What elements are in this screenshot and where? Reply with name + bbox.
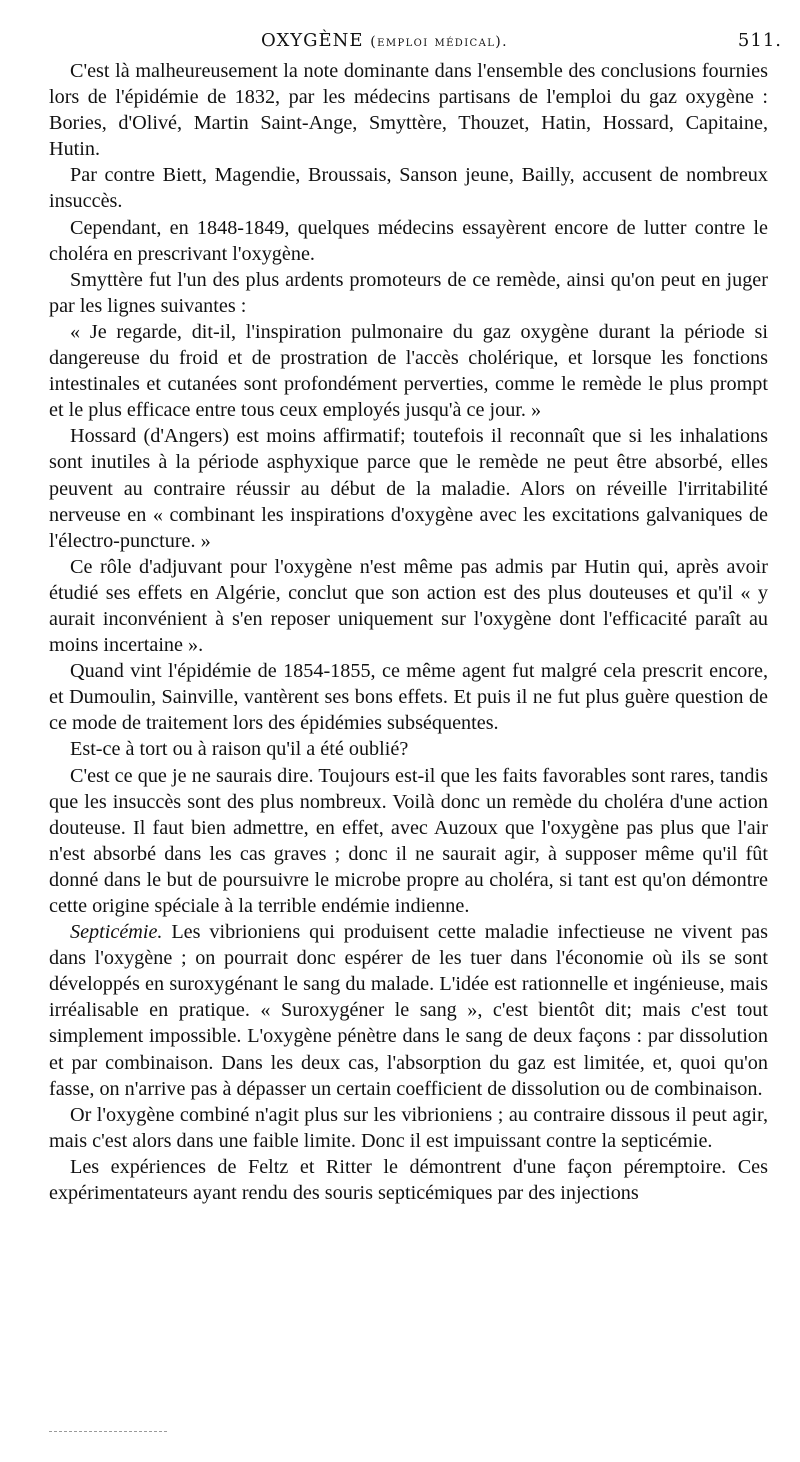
running-header: [49, 28, 782, 58]
paragraph: Smyttère fut l'un des plus ardents promoteurs de ce remède, ainsi qu'on peut en juger par les lignes suivantes :: [49, 268, 768, 317]
page-number: 511.: [737, 30, 782, 51]
paragraph: Par contre Biett, Magendie, Broussais, Sanson jeune, Bailly, accusent de nombreux insuccès.: [49, 164, 768, 213]
paragraph: C'est là malheureusement la note dominante dans l'ensemble des conclusions fournies lors de l'épidémie de 1832, par les médecins partisans de l'emploi du gaz oxygène : Bories, d'Olivé, Martin Saint-Ange, Smyttère, Thouzet, Hatin, Hossard, Capitaine, Hutin.: [49, 60, 768, 161]
footer-rule: [49, 1431, 167, 1432]
paragraph: Les expériences de Feltz et Ritter le démontrent d'une façon péremptoire. Ces expérimentateurs ayant rendu des souris septicémiques par des injections: [49, 1155, 768, 1205]
quote-paragraph: « Je regarde, dit-il, l'inspiration pulmonaire du gaz oxygène durant la période si dangereuse du froid et de prostration de l'accès cholérique, et lorsque les fonctions intestinales et cutanées sont profondément perverties, comme le remède le plus prompt et le plus efficace entre tous ceux employés jusqu'à ce jour. »: [49, 320, 768, 422]
body-text: [49, 58, 768, 1206]
paragraph: Cependant, en 1848-1849, quelques médecins essayèrent encore de lutter contre le choléra en prescrivant l'oxygène.: [49, 216, 768, 265]
running-title-main: OXYGÈNE: [261, 30, 364, 51]
running-title: [261, 30, 508, 51]
paragraph: Hossard (d'Angers) est moins affirmatif; toutefois il reconnaît que si les inhalations sont inutiles à la période asphyxique parce que le remède ne peut être absorbé, elles peuvent au contraire réussir au début de la maladie. Alors on réveille l'irritabilité nerveuse en « combinant les inspirations d'oxygène avec les excitations galvaniques de l'électro-puncture. »: [49, 425, 768, 552]
paragraph: Quand vint l'épidémie de 1854-1855, ce même agent fut malgré cela prescrit encore, et Dumoulin, Sainville, vantèrent ses bons effets. Et puis il ne fut plus guère question de ce mode de traitement lors des épidémies subséquentes.: [49, 660, 768, 735]
book-page: [49, 28, 782, 1206]
running-title-sub: (emploi médical).: [370, 34, 508, 50]
section-lead: Septicémie.: [70, 921, 163, 944]
paragraph: C'est ce que je ne saurais dire. Toujours est-il que les faits favorables sont rares, tandis que les insuccès sont des plus nombreux. Voilà donc un remède du choléra d'une action douteuse. Il faut bien admettre, en effet, avec Auzoux que l'oxygène pas plus que l'air n'est absorbé dans les cas graves ; donc il ne saurait agir, à supposer même qu'il fût donné dans le but de poursuivre le microbe propre au choléra, si tant est qu'on démontre cette origine spéciale à la terrible endémie indienne.: [49, 764, 768, 917]
paragraph: Ce rôle d'adjuvant pour l'oxygène n'est même pas admis par Hutin qui, après avoir étudié ses effets en Algérie, conclut que son action est des plus douteuses et qu'il « y aurait inconvénient à s'en reposer uniquement sur l'oxygène dont l'efficacité paraît au moins incertaine ».: [49, 555, 768, 657]
paragraph-text: Les vibrioniens qui produisent cette maladie infectieuse ne vivent pas dans l'oxygène ; on pourrait donc espérer de les tuer dans l'économie où ils se sont développés en suroxygénant le sang du malade. L'idée est rationnelle et ingénieuse, mais irréalisable en pratique. « Suroxygéner le sang », c'est bientôt dit; mais c'est tout simplement impossible. L'oxygène pénètre dans le sang de deux façons : par dissolution et par combinaison. Dans les deux cas, l'absorption du gaz est limitée, et, quoi qu'on fasse, on n'arrive pas à dépasser un certain coefficient de dissolution ou de combinaison.: [49, 921, 768, 1100]
paragraph: Or l'oxygène combiné n'agit plus sur les vibrioniens ; au contraire dissous il peut agir, mais c'est alors dans une faible limite. Donc il est impuissant contre la septicémie.: [49, 1103, 768, 1152]
paragraph: Est-ce à tort ou à raison qu'il a été oublié?: [70, 738, 409, 761]
paragraph-septicemie: [49, 919, 768, 1102]
